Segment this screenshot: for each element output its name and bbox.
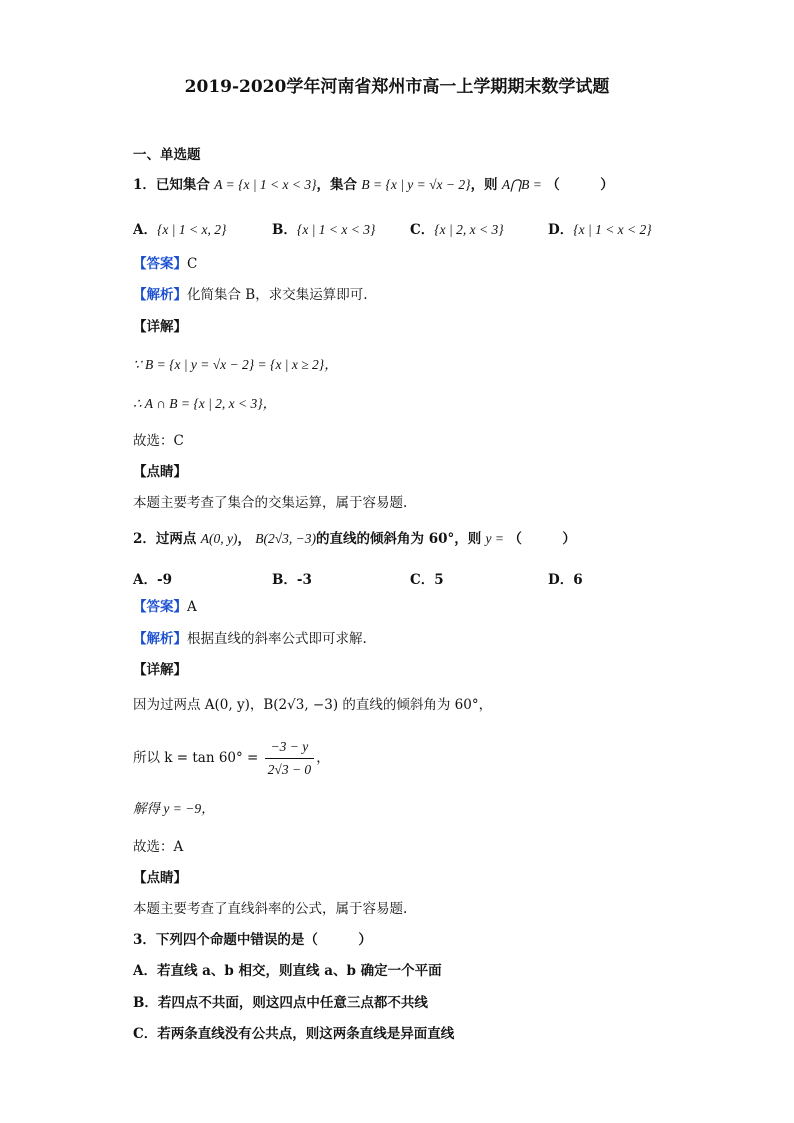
q1-analysis-text: 化简集合 B，求交集运算即可.: [187, 287, 368, 303]
q2-detail-line-1: 因为过两点 A(0, y)，B(2√3, −3) 的直线的倾斜角为 60°，: [133, 697, 493, 713]
q2-option-a: A．-9: [133, 572, 172, 588]
q1-analysis: [133, 286, 368, 304]
q1-option-a-label: A．: [133, 222, 157, 238]
q1-paren: （ ）: [546, 177, 614, 193]
q2-paren: （ ）: [508, 531, 576, 547]
q2-option-c: C．5: [410, 572, 444, 588]
q1-option-b-label: B．: [272, 222, 297, 238]
q2-answer-value: A: [187, 599, 197, 615]
q1-detail-heading: 【详解】: [133, 319, 187, 335]
q1-option-b-text: {x | 1 < x < 3}: [296, 222, 376, 237]
q3-option-b: B．若四点不共面，则这四点中任意三点都不共线: [133, 995, 428, 1011]
answer-tag: 【答案】: [133, 599, 187, 615]
q1-option-a-text: {x | 1 < x, 2}: [156, 222, 227, 237]
q2-y: y =: [485, 531, 505, 546]
q2-detail-heading: 【详解】: [133, 662, 187, 678]
analysis-tag: 【解析】: [133, 631, 187, 647]
q2-option-b: B．-3: [272, 572, 312, 588]
q1-option-c-label: C．: [410, 222, 435, 238]
q2-answer: [133, 598, 197, 616]
q2-detail-line-3: 解得 y = −9，: [133, 801, 215, 816]
q2-sep: ，: [237, 531, 251, 547]
q1-choice: 故选：C: [133, 433, 184, 449]
q2-comment-heading: 【点睛】: [133, 870, 187, 886]
q2-comment: 本题主要考查了直线斜率的公式，属于容易题.: [133, 901, 408, 917]
q2-slope-prefix: 所以 k = tan 60° =: [133, 750, 259, 766]
q1-option-d: [548, 218, 652, 238]
q2-fraction-denominator: 2√3 − 0: [267, 762, 312, 777]
q2-text-1: 过两点: [155, 531, 197, 547]
section-heading: 一、单选题: [133, 147, 201, 163]
q1-text-1: 已知集合: [155, 177, 210, 193]
q1-option-a: [133, 218, 226, 238]
q1-stem: [133, 176, 614, 194]
q1-detail-line-1: ∵ B = {x | y = √x − 2} = {x | x ≥ 2}，: [133, 357, 338, 372]
q3-option-a: A．若直线 a、b 相交，则直线 a、b 确定一个平面: [133, 963, 442, 979]
document-title: 2019-2020学年河南省郑州市高一上学期期末数学试题: [184, 77, 610, 97]
q3-option-c: C．若两条直线没有公共点，则这两条直线是异面直线: [133, 1026, 455, 1042]
q2-detail-line-2: [133, 736, 330, 781]
q2-analysis: [133, 630, 367, 648]
q2-option-d: D．6: [548, 572, 583, 588]
q1-answer-value: C: [187, 256, 198, 272]
q2-text-2: 的直线的倾斜角为 60°，则: [316, 531, 482, 547]
q2-slope-suffix: ，: [316, 750, 330, 766]
q1-detail-line-2: ∴ A ∩ B = {x | 2, x < 3}，: [133, 396, 277, 411]
q1-intersection: A⋂B =: [501, 177, 542, 192]
q2-point-b: B(2√3, −3): [255, 531, 316, 546]
q1-option-c: [410, 218, 504, 238]
q1-set-b: B = {x | y = √x − 2}: [361, 177, 471, 192]
analysis-tag: 【解析】: [133, 287, 187, 303]
answer-tag: 【答案】: [133, 256, 187, 272]
q2-point-a: A(0, y): [200, 531, 238, 546]
q1-option-d-text: {x | 1 < x < 2}: [573, 222, 652, 237]
q1-option-d-label: D．: [548, 222, 574, 238]
q1-comment-heading: 【点睛】: [133, 464, 187, 480]
q1-text-2: ，集合: [316, 177, 358, 193]
q2-slope-fraction: [265, 736, 315, 781]
q1-option-c-text: {x | 2, x < 3}: [434, 222, 504, 237]
q3-stem: 3．下列四个命题中错误的是（ ）: [133, 932, 372, 948]
q1-option-b: [272, 218, 375, 238]
q1-label: 1．: [133, 177, 156, 193]
q2-choice: 故选：A: [133, 839, 184, 855]
q2-stem: [133, 530, 576, 548]
q2-analysis-text: 根据直线的斜率公式即可求解.: [187, 631, 367, 647]
q2-label: 2．: [133, 531, 156, 547]
q2-fraction-numerator: −3 − y: [265, 736, 315, 759]
q1-comment: 本题主要考查了集合的交集运算，属于容易题.: [133, 495, 408, 511]
q1-text-3: ，则: [470, 177, 498, 193]
q1-answer: [133, 255, 197, 273]
q1-set-a: A = {x | 1 < x < 3}: [214, 177, 317, 192]
